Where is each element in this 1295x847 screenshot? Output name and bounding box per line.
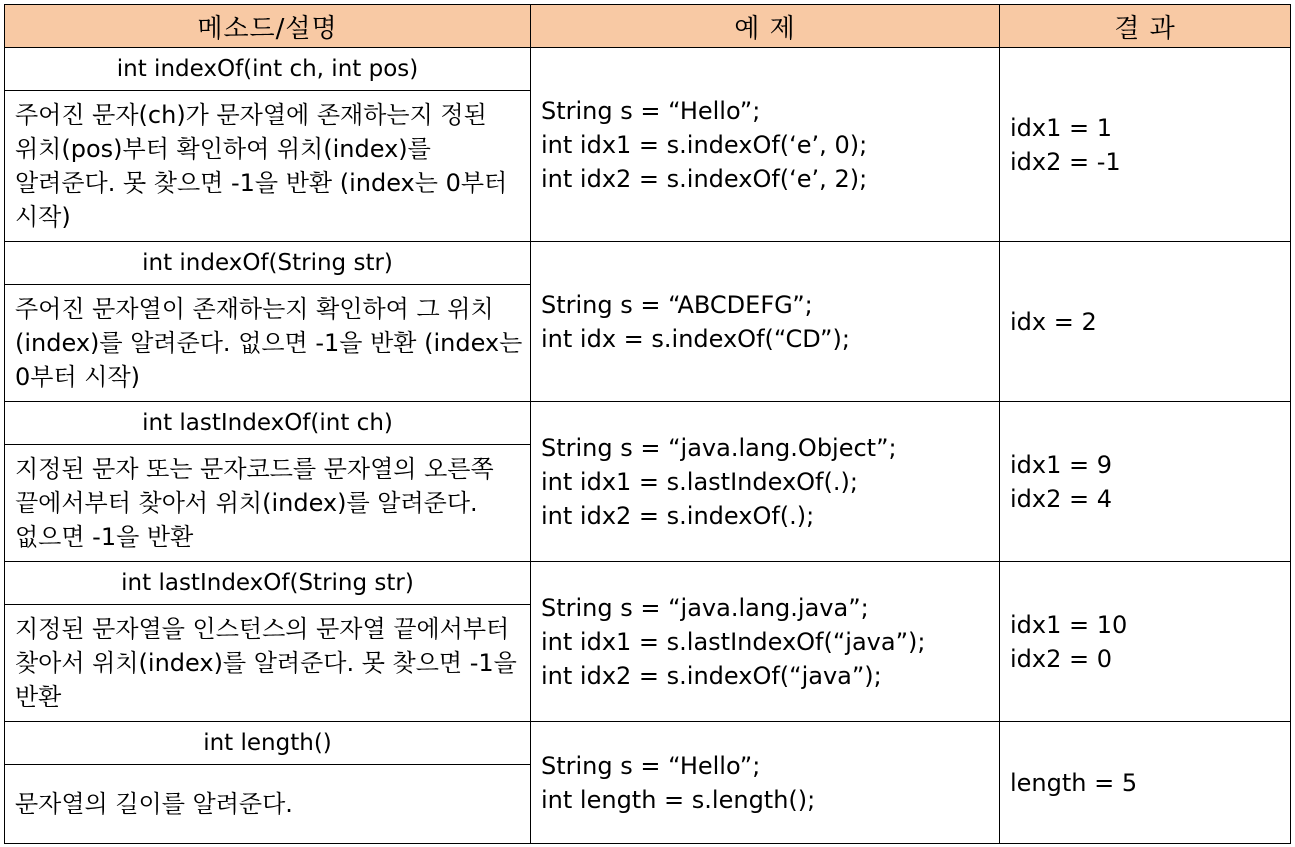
example-code	[531, 722, 1000, 844]
result-line: idx2 = 0	[1010, 644, 1113, 673]
method-signature: int lastIndexOf(int ch)	[5, 402, 531, 445]
result-line: idx1 = 1	[1010, 113, 1113, 142]
example-code-line: int idx = s.indexOf(“CD”);	[541, 324, 850, 353]
result-value	[1000, 402, 1291, 562]
example-code-line: String s = “java.lang.java”;	[541, 593, 869, 622]
example-code-line: int idx1 = s.indexOf(‘e’, 0);	[541, 130, 868, 159]
example-code-line: String s = “ABCDEFG”;	[541, 290, 813, 319]
example-code	[531, 562, 1000, 722]
method-description: 주어진 문자(ch)가 문자열에 존재하는지 정된 위치(pos)부터 확인하여 위치(index)를 알려준다. 못 찾으면 -1을 반환 (index는 0부터 시작)	[5, 91, 531, 242]
method-signature: int indexOf(int ch, int pos)	[5, 48, 531, 91]
result-line: idx2 = 4	[1010, 484, 1113, 513]
result-line: idx1 = 9	[1010, 450, 1113, 479]
method-description: 지정된 문자열을 인스턴스의 문자열 끝에서부터 찾아서 위치(index)를 알려준다. 못 찾으면 -1을 반환	[5, 605, 531, 722]
example-code	[531, 242, 1000, 402]
example-code-line: int idx2 = s.indexOf(‘e’, 2);	[541, 164, 868, 193]
result-value	[1000, 562, 1291, 722]
example-code-line: int idx2 = s.indexOf(.);	[541, 501, 815, 530]
example-code-line: String s = “Hello”;	[541, 96, 761, 125]
method-signature: int lastIndexOf(String str)	[5, 562, 531, 605]
example-code-line: int idx1 = s.lastIndexOf(.);	[541, 467, 858, 496]
result-line: idx2 = -1	[1010, 147, 1121, 176]
method-signature: int length()	[5, 722, 531, 765]
method-signature-row	[5, 402, 1291, 445]
method-signature-row	[5, 722, 1291, 765]
example-code	[531, 48, 1000, 242]
header-result: 결 과	[1000, 5, 1291, 48]
result-value	[1000, 722, 1291, 844]
example-code-line: int length = s.length();	[541, 785, 816, 814]
method-signature-row	[5, 242, 1291, 285]
result-value	[1000, 48, 1291, 242]
header-example: 예 제	[531, 5, 1000, 48]
example-code-line: int idx1 = s.lastIndexOf(“java”);	[541, 627, 926, 656]
example-code-line: int idx2 = s.indexOf(“java”);	[541, 661, 882, 690]
result-line: idx = 2	[1010, 307, 1097, 336]
api-reference-sheet	[4, 4, 1290, 842]
method-description: 지정된 문자 또는 문자코드를 문자열의 오른쪽 끝에서부터 찾아서 위치(index)를 알려준다. 없으면 -1을 반환	[5, 445, 531, 562]
example-code-line: String s = “java.lang.Object”;	[541, 433, 897, 462]
example-code	[531, 402, 1000, 562]
method-signature-row	[5, 562, 1291, 605]
result-line: idx1 = 10	[1010, 610, 1128, 639]
example-code-line: String s = “Hello”;	[541, 751, 761, 780]
result-value	[1000, 242, 1291, 402]
header-method: 메소드/설명	[5, 5, 531, 48]
method-description: 문자열의 길이를 알려준다.	[5, 765, 531, 844]
method-description: 주어진 문자열이 존재하는지 확인하여 그 위치(index)를 알려준다. 없으면 -1을 반환 (index는 0부터 시작)	[5, 285, 531, 402]
header-row	[5, 5, 1291, 48]
result-line: length = 5	[1010, 768, 1138, 797]
method-signature-row	[5, 48, 1291, 91]
method-signature: int indexOf(String str)	[5, 242, 531, 285]
string-methods-table	[4, 4, 1291, 844]
